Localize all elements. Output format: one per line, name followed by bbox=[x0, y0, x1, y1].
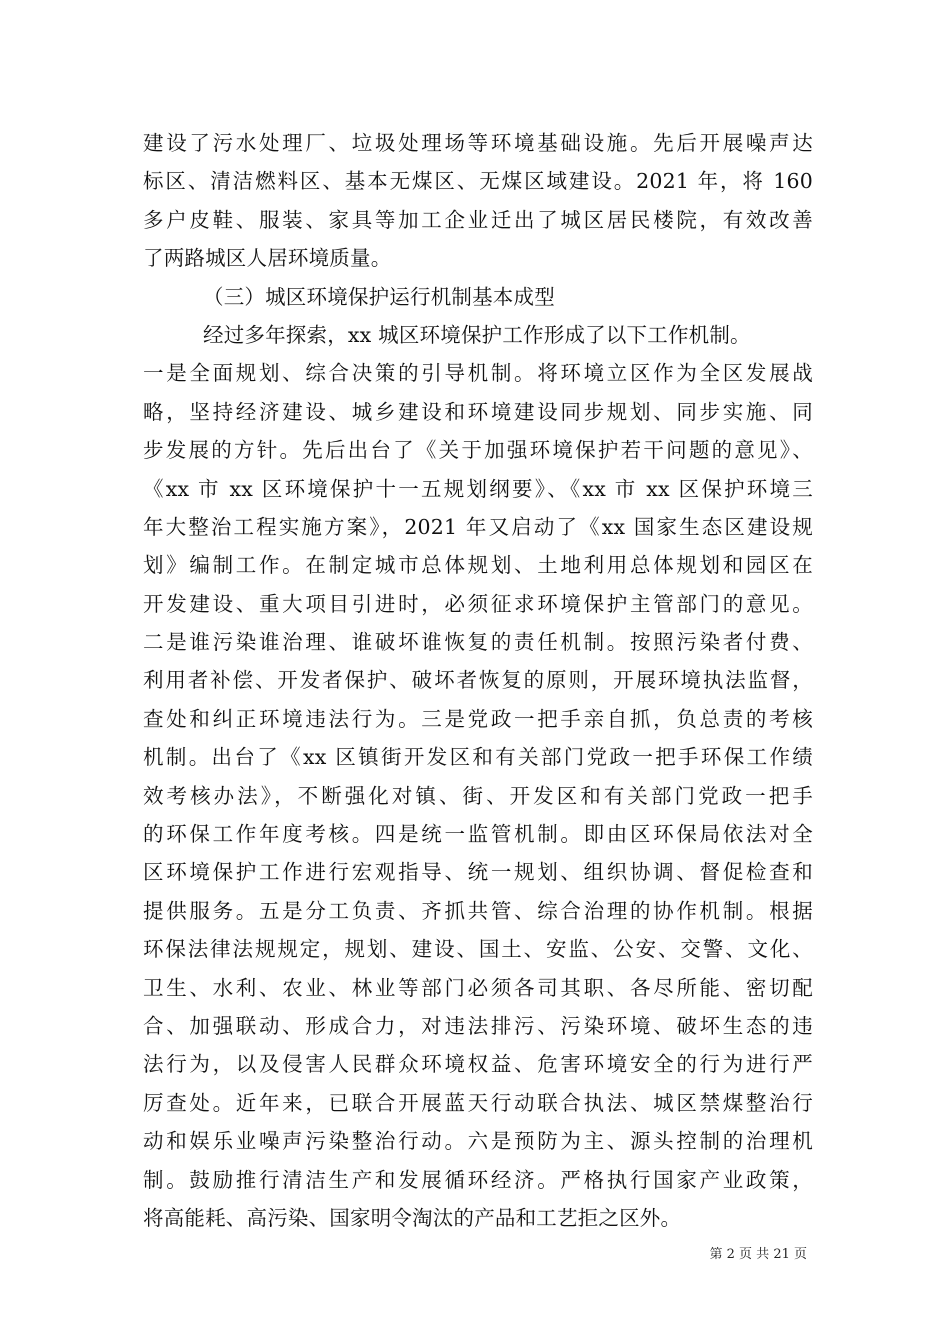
text-line: 效考核办法》，不断强化对镇、街、开发区和有关部门党政一把手 bbox=[143, 783, 813, 808]
text-line: 《xx 市 xx 区环境保护十一五规划纲要》、《xx 市 xx 区保护环境三 bbox=[143, 476, 813, 501]
text-line: 法行为，以及侵害人民群众环境权益、危害环境安全的行为进行严 bbox=[143, 1052, 813, 1077]
text-line: 机制。出台了《xx 区镇街开发区和有关部门党政一把手环保工作绩 bbox=[143, 745, 813, 770]
paragraph-first-line: 经过多年探索，xx 城区环境保护工作形成了以下工作机制。 bbox=[203, 322, 751, 347]
text-line: 二是谁污染谁治理、谁破坏谁恢复的责任机制。按照污染者付费、 bbox=[143, 630, 813, 655]
section-heading: （三）城区环境保护运行机制基本成型 bbox=[203, 284, 555, 309]
text-line: 步发展的方针。先后出台了《关于加强环境保护若干问题的意见》、 bbox=[143, 438, 813, 463]
text-line: 环保法律法规规定，规划、建设、国土、安监、公安、交警、文化、 bbox=[143, 937, 813, 962]
text-line: 合、加强联动、形成合力，对违法排污、污染环境、破坏生态的违 bbox=[143, 1013, 813, 1038]
text-line: 提供服务。五是分工负责、齐抓共管、综合治理的协作机制。根据 bbox=[143, 898, 813, 923]
text-line: 了两路城区人居环境质量。 bbox=[143, 246, 392, 271]
text-line: 查处和纠正环境违法行为。三是党政一把手亲自抓，负总责的考核 bbox=[143, 706, 813, 731]
page-number-footer: 第 2 页 共 21 页 bbox=[709, 1247, 807, 1262]
text-line: 的环保工作年度考核。四是统一监管机制。即由区环保局依法对全 bbox=[143, 822, 813, 847]
text-line: 标区、清洁燃料区、基本无煤区、无煤区域建设。2021 年，将 160 bbox=[143, 169, 813, 194]
text-line: 将高能耗、高污染、国家明令淘汰的产品和工艺拒之区外。 bbox=[143, 1205, 682, 1230]
text-line: 多户皮鞋、服装、家具等加工企业迁出了城区居民楼院，有效改善 bbox=[143, 207, 813, 232]
text-line: 利用者补偿、开发者保护、破坏者恢复的原则，开展环境执法监督， bbox=[143, 668, 813, 693]
text-line: 制。鼓励推行清洁生产和发展循环经济。严格执行国家产业政策， bbox=[143, 1167, 813, 1192]
text-line: 年大整治工程实施方案》，2021 年又启动了《xx 国家生态区建设规 bbox=[143, 514, 813, 539]
text-line: 卫生、水利、农业、林业等部门必须各司其职、各尽所能、密切配 bbox=[143, 975, 813, 1000]
text-line: 划》编制工作。在制定城市总体规划、土地利用总体规划和园区在 bbox=[143, 553, 813, 578]
document-body bbox=[143, 124, 813, 1237]
text-line: 厉查处。近年来，已联合开展蓝天行动联合执法、城区禁煤整治行 bbox=[143, 1090, 813, 1115]
text-line: 动和娱乐业噪声污染整治行动。六是预防为主、源头控制的治理机 bbox=[143, 1129, 813, 1154]
text-line: 区环境保护工作进行宏观指导、统一规划、组织协调、督促检查和 bbox=[143, 860, 813, 885]
text-line: 略，坚持经济建设、城乡建设和环境建设同步规划、同步实施、同 bbox=[143, 399, 813, 424]
text-line: 一是全面规划、综合决策的引导机制。将环境立区作为全区发展战 bbox=[143, 361, 813, 386]
text-line: 建设了污水处理厂、垃圾处理场等环境基础设施。先后开展噪声达 bbox=[143, 131, 813, 155]
text-line: 开发建设、重大项目引进时，必须征求环境保护主管部门的意见。 bbox=[143, 591, 813, 616]
